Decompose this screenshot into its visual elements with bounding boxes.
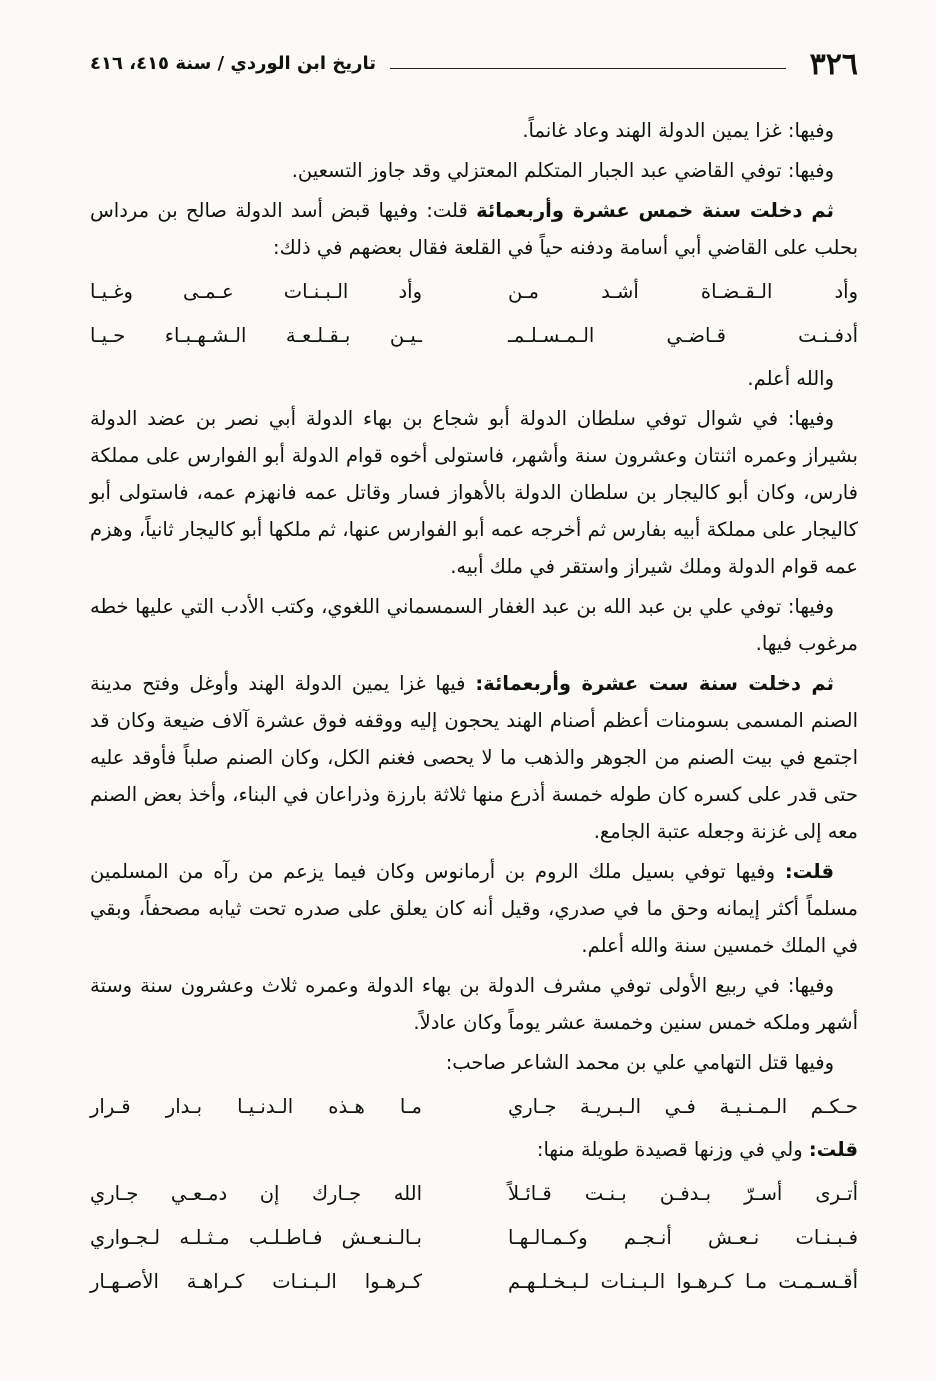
verse-first-hemistich: وأد الـقـضـاة أشـد مـن — [508, 280, 858, 303]
running-title: تاريخ ابن الوردي / سنة ٤١٥، ٤١٦ — [90, 53, 376, 74]
verse-first-hemistich: أتـرى أسـرّ بـدفـن بـنـت قـائـلاً — [508, 1182, 858, 1205]
paragraph: ثم دخلت سنة ست عشرة وأربعمائة: فيها غزا يمين الدولة الهند وأوغل وفتح مدينة الصنم المسمى بسومنات أعظم أصنام الهند يحجون إليه ووقفه فوق عشرة آلاف ضيعة وكان قد اجتمع في بيت الصنم من الجوهر والذهب ما لا يحصى فغنم الكل، وكان الصنم صلباً فأوقد عليه حتى قدر على كسره كان طوله خمسة أذرع منها ثلاثة بارزة وذراعان في البناء، وأخذ بعض الصنم معه إلى غزنة وجعله عتبة الجامع. — [90, 672, 858, 843]
header-rule — [390, 68, 786, 69]
paragraph: وفيها: غزا يمين الدولة الهند وعاد غانماً. — [522, 119, 834, 142]
poem-block — [90, 270, 858, 358]
year-heading: ثم دخلت سنة خمس عشرة وأربعمائة — [476, 199, 834, 222]
paragraph: وفيها قتل التهامي علي بن محمد الشاعر صاحب: — [445, 1051, 834, 1074]
paragraph: وفيها: توفي القاضي عبد الجبار المتكلم المعتزلي وقد جاوز التسعين. — [291, 159, 834, 182]
page-body — [90, 112, 858, 1306]
paragraph: وفيها: توفي علي بن عبد الله بن عبد الغفار السمسماني اللغوي، وكتب الأدب التي عليها خطه مرغوب فيها. — [90, 595, 858, 655]
paragraph: قلت: ولي في وزنها قصيدة طويلة منها: — [536, 1138, 858, 1161]
paragraph: وفيها: في ربيع الأولى توفي مشرف الدولة بن بهاء الدولة وعمره ثلاث وعشرون سنة وستة أشهر وملكه خمس سنين وخمسة عشر يوماً وكان عادلاً. — [90, 974, 858, 1034]
poem-verse — [90, 1260, 858, 1304]
poem-verse — [90, 314, 858, 358]
verse-second-hemistich: بـالـنـعـش فـاطـلـب مـثـلـه لـجـواري — [90, 1226, 422, 1249]
verse-second-hemistich: وأد الـبـنـات عـمـى وغـيـا — [90, 280, 422, 303]
page-header — [90, 44, 858, 90]
poem-verse — [90, 1172, 858, 1216]
verse-second-hemistich: مـا هـذه الـدنـيـا بـدار قـرار — [90, 1095, 422, 1118]
poem-block — [90, 1172, 858, 1304]
verse-first-hemistich: حـكـم الـمـنـيـة فـي الـبـريـة جـاري — [508, 1095, 858, 1118]
verse-second-hemistich: كـرهـوا الـبـنـات كـراهـة الأصـهـار — [90, 1270, 422, 1293]
page-number: ٣٢٦ — [809, 47, 858, 82]
verse-second-hemistich: ـيـن بـقـلـعـة الـشـهـبـاء حـيـا — [90, 324, 422, 347]
paragraph: قلت: وفيها توفي بسيل ملك الروم بن أرمانوس وكان فيما يزعم من رآه من المسلمين مسلماً أكثر إيمانه وحق ما في صدري، وقيل أنه كان يعلق على صدره تحت ثيابه مصحفاً، وبقي في الملك خمسين سنة والله أعلم. — [90, 860, 858, 957]
poem-verse — [90, 1085, 858, 1129]
paragraph: ثم دخلت سنة خمس عشرة وأربعمائة قلت: وفيها قبض أسد الدولة صالح بن مرداس بحلب على القاضي أبي أسامة ودفنه حياً في القلعة فقال بعضهم في ذلك: — [90, 199, 858, 259]
year-heading: ثم دخلت سنة ست عشرة وأربعمائة: — [475, 672, 834, 695]
verse-first-hemistich: أقـسـمـت مـا كـرهـوا الـبـنـات لـبـخـلـهـم — [508, 1270, 858, 1293]
verse-first-hemistich: فـبـنـات نـعـش أنـجـم وكـمـالـهـا — [508, 1226, 858, 1249]
verse-first-hemistich: أدفـنـت قـاضـي الـمـسـلـمـ — [508, 324, 858, 347]
paragraph: وفيها: في شوال توفي سلطان الدولة أبو شجاع بن بهاء الدولة أبي نصر بن عضد الدولة بشيراز وعمره اثنتان وعشرون سنة وأشهر، فاستولى أخوه قوام الدولة أبو الفوارس على مملكة فارس، وكان أبو كاليجار بن سلطان الدولة بالأهواز فسار وقاتل عمه فانهزم عمه، فاستولى أبو كاليجار على مملكة أبيه بفارس ثم أخرجه عمه أبو الفوارس عنها، ثم ملكها أبو كاليجار ثانياً، وهزم عمه قوام الدولة وملك شيراز واستقر في ملك أبيه. — [90, 407, 858, 578]
poem-verse — [90, 1216, 858, 1260]
verse-second-hemistich: الله جـارك إن دمـعـي جـاري — [90, 1182, 422, 1205]
paragraph: والله أعلم. — [747, 367, 834, 390]
poem-block — [90, 1085, 858, 1129]
poem-verse — [90, 270, 858, 314]
